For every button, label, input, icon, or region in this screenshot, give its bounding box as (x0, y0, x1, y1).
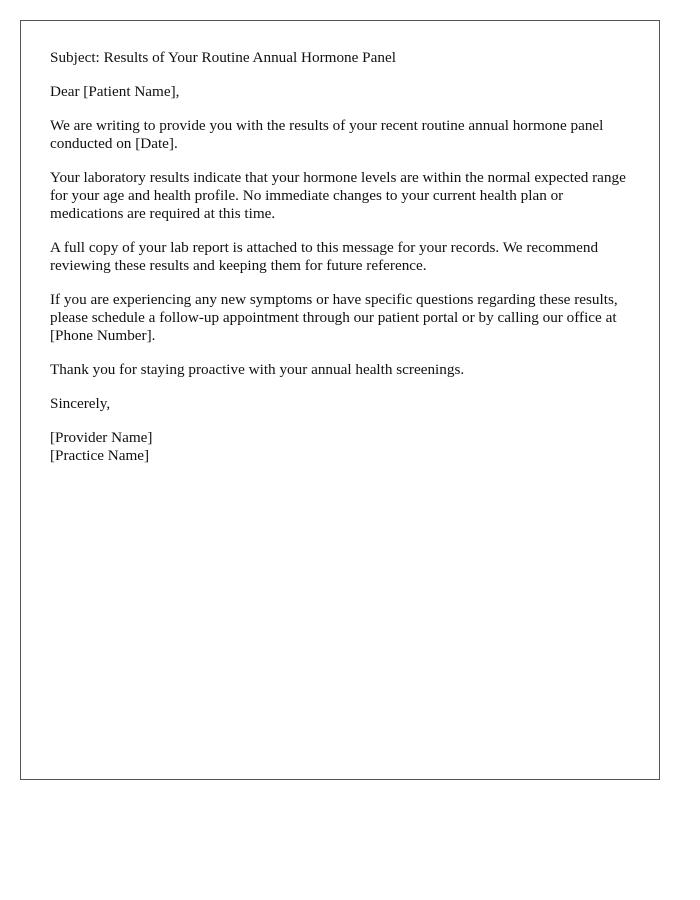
paragraph-thanks: Thank you for staying proactive with your annual health screenings. (50, 361, 465, 378)
salutation: Dear [Patient Name], (50, 83, 180, 100)
paragraph-lab-report: A full copy of your lab report is attached to this message for your records. We recommend reviewing these results and keeping them for future reference. (50, 239, 599, 274)
signature-block (50, 429, 640, 465)
closing: Sincerely, (50, 395, 111, 412)
paragraph-results-normal: Your laboratory results indicate that your hormone levels are within the normal expected range for your age and health profile. No immediate changes to your current health plan or medications are required at this time. (50, 169, 626, 222)
practice-name: [Practice Name] (50, 447, 150, 464)
subject-line: Subject: Results of Your Routine Annual Hormone Panel (50, 49, 396, 66)
provider-name: [Provider Name] (50, 429, 153, 446)
paragraph-results-intro: We are writing to provide you with the results of your recent routine annual hormone panel conducted on [Date]. (50, 117, 604, 152)
letter-frame (20, 20, 660, 780)
letter-body (50, 49, 640, 481)
paragraph-follow-up: If you are experiencing any new symptoms or have specific questions regarding these results, please schedule a follow-up appointment through our patient portal or by calling our office at [Phone Number]. (50, 291, 618, 344)
